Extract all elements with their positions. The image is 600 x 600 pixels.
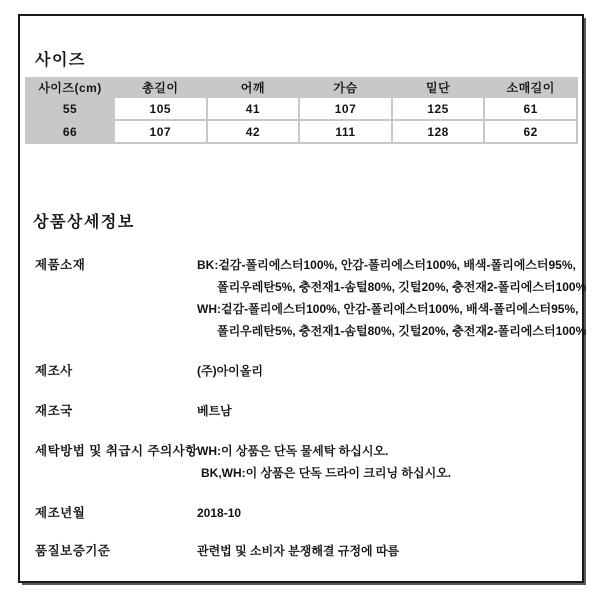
manufacture-date-label: 제조년월 (35, 506, 86, 520)
size-value-cell: 61 (485, 98, 576, 119)
quality-assurance-value: 관련법 및 소비자 분쟁해결 규정에 따름 (197, 544, 400, 558)
header-chest: 가슴 (333, 81, 358, 95)
size-section-title: 사이즈 (35, 52, 86, 69)
header-shoulder: 어깨 (240, 81, 265, 95)
material-value (197, 254, 587, 342)
size-table (25, 77, 578, 144)
care-line: WH:이 상품은 단독 물세탁 하십시오. (197, 444, 389, 458)
detail-row-manufacturer (35, 360, 578, 382)
header-size-cm: 사이즈(cm) (38, 81, 102, 95)
size-value-cell: 42 (208, 121, 299, 142)
detail-row-material (35, 254, 587, 342)
country-label: 재조국 (35, 404, 73, 418)
size-table-header-row (27, 79, 576, 96)
material-label: 제품소재 (35, 258, 86, 272)
care-line: BK,WH:이 상품은 단독 드라이 크리닝 하십시오. (201, 466, 452, 480)
detail-row-quality-assurance (35, 540, 578, 562)
manufacturer-label: 제조사 (35, 364, 73, 378)
material-line: BK:겉감-폴리에스터100%, 안감-폴리에스터100%, 배색-폴리에스터95%, (197, 258, 576, 272)
header-hem: 밑단 (425, 81, 451, 95)
header-sleeve-length: 소매길이 (506, 81, 555, 95)
size-value-cell: 107 (115, 121, 206, 142)
size-value-cell: 128 (393, 121, 484, 142)
manufacturer-value: (주)아이올리 (197, 364, 263, 378)
size-value-cell: 41 (208, 98, 299, 119)
detail-section-title: 상품상세정보 (33, 214, 135, 231)
size-row-label: 66 (62, 124, 78, 139)
size-value-cell: 125 (393, 98, 484, 119)
size-row-label: 55 (62, 101, 78, 116)
size-table-row-66 (27, 121, 576, 142)
detail-row-manufacture-date (35, 502, 578, 524)
quality-assurance-label: 품질보증기준 (35, 544, 111, 558)
country-value: 베트남 (197, 404, 232, 418)
manufacture-date-value: 2018-10 (197, 506, 242, 520)
size-table-row-55 (27, 98, 576, 119)
care-value (197, 440, 578, 484)
header-total-length: 총길이 (142, 81, 179, 95)
detail-row-country (35, 400, 578, 422)
care-label: 세탁방법 및 취급시 주의사항 (35, 444, 198, 458)
material-line: 폴리우레탄5%, 충전재1-솜털80%, 깃털20%, 충전재2-폴리에스터100% (217, 280, 587, 294)
detail-row-care-instructions (35, 440, 578, 484)
size-value-cell: 107 (300, 98, 391, 119)
product-info-panel (18, 14, 587, 583)
material-line: WH:겉감-폴리에스터100%, 안감-폴리에스터100%, 배색-폴리에스터95%, (197, 302, 579, 316)
material-line: 폴리우레탄5%, 충전재1-솜털80%, 깃털20%, 충전재2-폴리에스터100% (217, 324, 587, 338)
size-value-cell: 62 (485, 121, 576, 142)
size-value-cell: 111 (300, 121, 391, 142)
size-value-cell: 105 (115, 98, 206, 119)
